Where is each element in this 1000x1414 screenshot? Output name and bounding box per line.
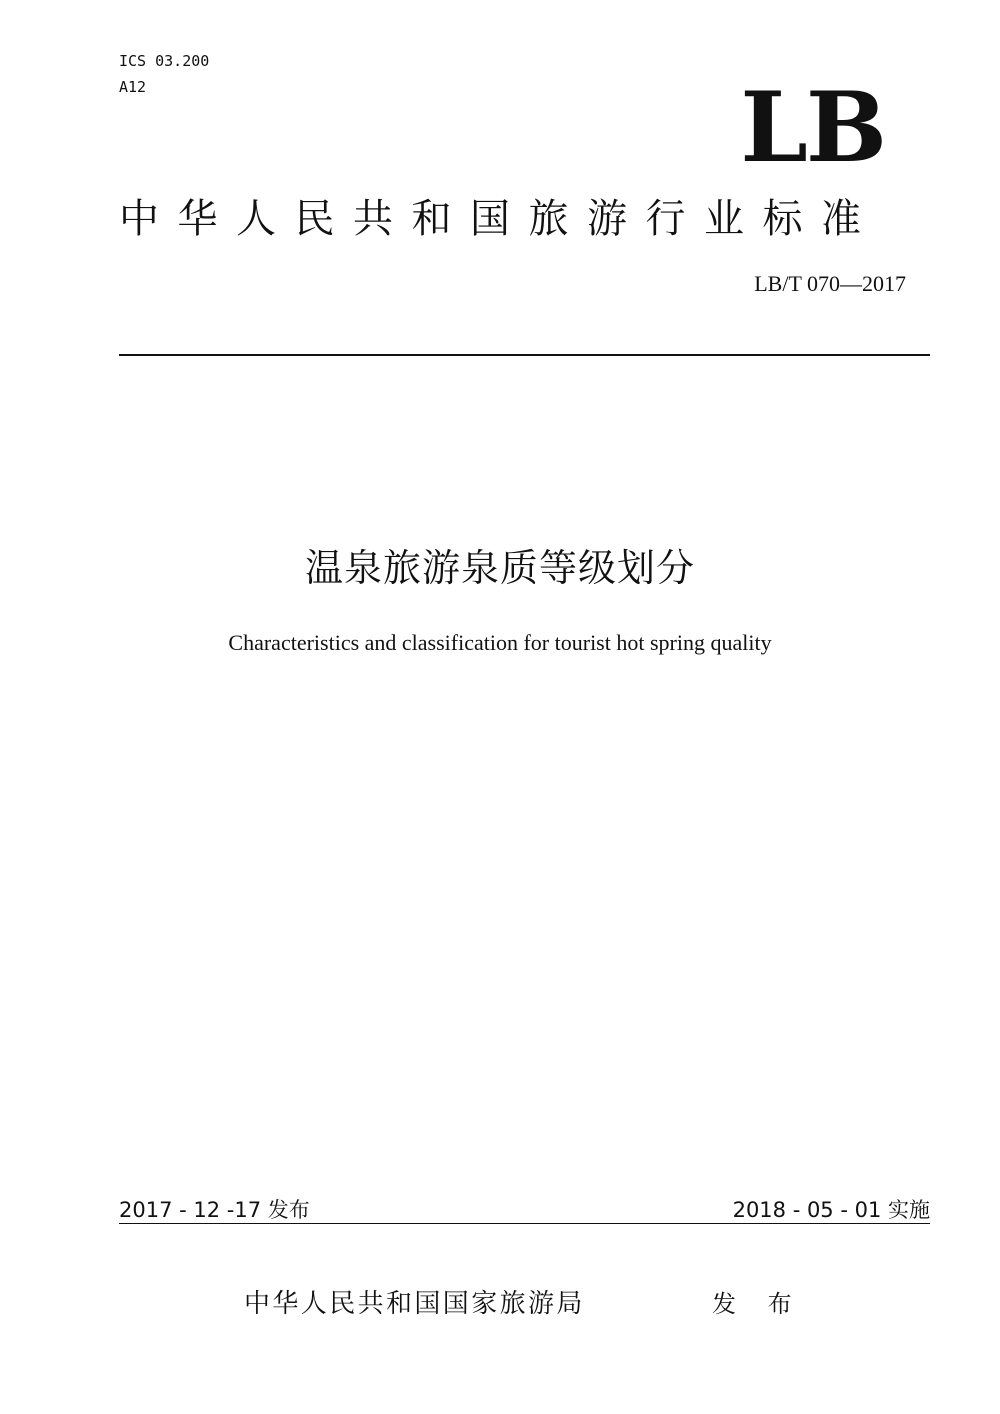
bottom-divider	[119, 1223, 930, 1224]
document-title-cn: 温泉旅游泉质等级划分	[304, 546, 695, 590]
publisher: 中华人民共和国国家旅游局	[244, 1289, 585, 1319]
ics-code: ICS 03.200	[119, 52, 210, 70]
standard-number: LB/T 070—2017	[754, 271, 906, 296]
document-title-en: Characteristics and classification for tourist hot spring quality	[228, 630, 772, 655]
standard-category-title: 中华人民共和国旅游行业标准	[119, 196, 880, 242]
lb-logo: LB	[740, 71, 885, 184]
publish-label: 发 布	[712, 1290, 804, 1318]
top-divider	[119, 354, 930, 356]
ccs-code: A12	[119, 78, 147, 96]
issue-date: 2017 - 12 -17 发布	[119, 1198, 310, 1222]
implementation-date: 2018 - 05 - 01 实施	[732, 1198, 930, 1222]
